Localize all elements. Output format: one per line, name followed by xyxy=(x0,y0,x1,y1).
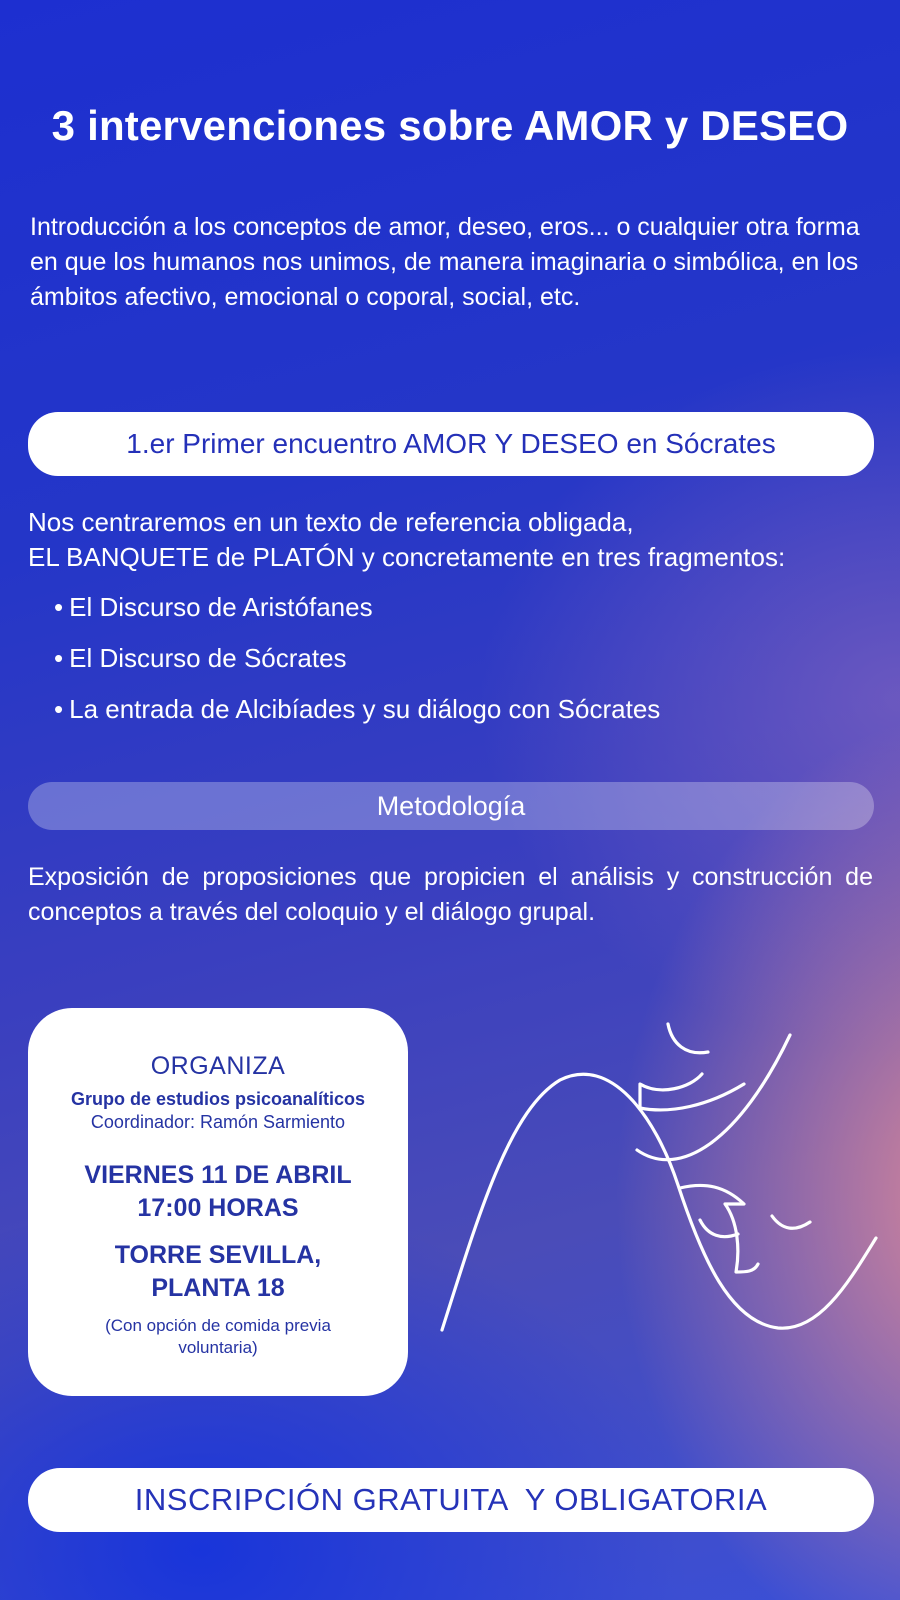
list-item: • La entrada de Alcibíades y su diálogo con Sócrates xyxy=(54,692,854,743)
event-place xyxy=(28,1239,408,1305)
event-note: (Con opción de comida previa voluntaria) xyxy=(105,1316,331,1357)
event-time: 17:00 HORAS xyxy=(137,1194,299,1222)
event-date xyxy=(28,1159,408,1225)
embracing-faces-line-art-icon xyxy=(440,1010,890,1350)
info-card xyxy=(28,1008,408,1396)
organizer-group: Grupo de estudios psicoanalíticos xyxy=(70,1089,366,1109)
list-item: • El Discurso de Aristófanes xyxy=(54,590,854,641)
methodology-text: Exposición de proposiciones que propicien el análisis y construcción de conceptos a través del coloquio y el diálogo grupal. xyxy=(28,863,873,926)
event-place-line-1: TORRE SEVILLA, xyxy=(114,1241,322,1269)
session-1-header: 1.er Primer encuentro AMOR Y DESEO en Sócrates xyxy=(28,412,874,476)
fragment-list xyxy=(54,590,854,743)
event-place-line-2: PLANTA 18 xyxy=(151,1274,285,1302)
page-title: 3 intervenciones sobre AMOR y DESEO xyxy=(51,102,849,149)
list-item: • El Discurso de Sócrates xyxy=(54,641,854,692)
event-date-line-1: VIERNES 11 DE ABRIL xyxy=(84,1161,352,1189)
session-1-description xyxy=(28,505,878,575)
session-1-line-2: EL BANQUETE de PLATÓN y concretamente en tres fragmentos: xyxy=(28,542,786,572)
methodology-header: Metodología xyxy=(28,782,874,830)
registration-banner[interactable]: INSCRIPCIÓN GRATUITA Y OBLIGATORIA xyxy=(28,1468,874,1532)
coordinator: Coordinador: Ramón Sarmiento xyxy=(90,1112,346,1132)
intro-text: Introducción a los conceptos de amor, deseo, eros... o cualquier otra forma en que los humanos nos unimos, de manera imaginaria o simbólica, en los ámbitos afectivo, emocional o coporal, social, etc. xyxy=(30,213,860,311)
session-1-line-1: Nos centraremos en un texto de referencia obligada, xyxy=(28,507,634,537)
organiza-label: ORGANIZA xyxy=(150,1052,286,1080)
